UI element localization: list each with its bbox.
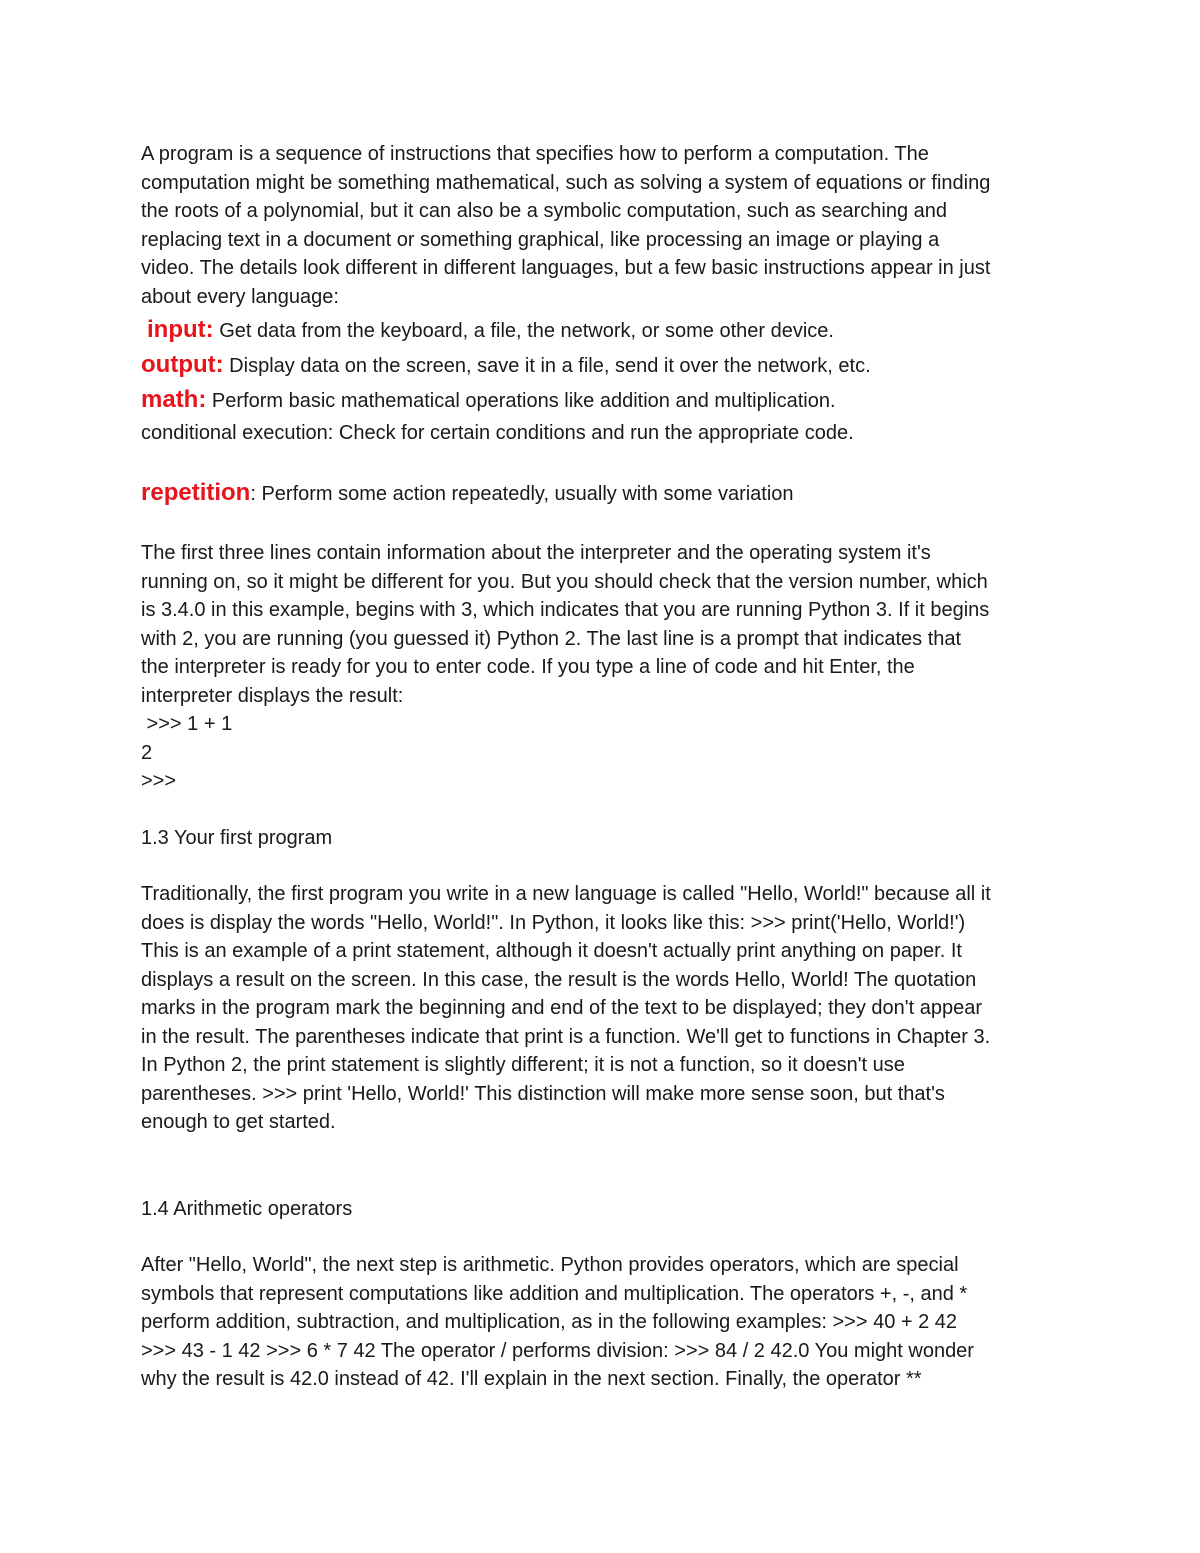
code-line: 2 <box>141 741 153 764</box>
text-line: computation might be something mathematical, such as solving a system of equations or finding <box>141 171 991 194</box>
text-line: displays a result on the screen. In this case, the result is the words Hello, World! The quotation <box>141 968 977 991</box>
spacer <box>141 511 1071 539</box>
text-line: perform addition, subtraction, and multiplication, as in the following examples: >>> 40 + 2 42 <box>141 1311 958 1333</box>
instruction-output-text: Display data on the screen, save it in a file, send it over the network, etc. <box>223 355 871 377</box>
document-page <box>141 140 1071 1394</box>
section-heading-1-4: 1.4 Arithmetic operators <box>141 1197 353 1220</box>
spacer <box>141 448 1071 476</box>
instruction-repetition <box>141 476 1071 511</box>
instruction-input <box>141 313 1071 348</box>
text-line: video. The details look different in different languages, but a few basic instructions appear in just <box>141 257 991 279</box>
spacer <box>141 852 1071 880</box>
section-1-3-paragraph <box>141 880 1071 1137</box>
instruction-list <box>141 313 1071 511</box>
text-line: in the result. The parentheses indicate that print is a function. We'll get to functions in Chapter 3. <box>141 1025 991 1048</box>
text-line: In Python 2, the print statement is slightly different; it is not a function, so it doesn't use <box>141 1054 905 1076</box>
instruction-input-text: Get data from the keyboard, a file, the network, or some other device. <box>213 320 834 342</box>
text-line: A program is a sequence of instructions that specifies how to perform a computation. The <box>141 143 929 165</box>
text-line: This is an example of a print statement, although it doesn't actually print anything on paper. It <box>141 940 962 962</box>
text-line: with 2, you are running (you guessed it) Python 2. The last line is a prompt that indicates that <box>141 627 962 650</box>
text-line: why the result is 42.0 instead of 42. I'll explain in the next section. Finally, the operator ** <box>141 1368 922 1390</box>
text-line: the interpreter is ready for you to enter code. If you type a line of code and hit Enter, the <box>141 656 915 678</box>
instruction-math <box>141 383 1071 418</box>
text-line: marks in the program mark the beginning and end of the text to be displayed; they don't appear <box>141 997 983 1019</box>
intro-paragraph <box>141 140 1071 311</box>
keyword-input: input: <box>147 316 214 343</box>
instruction-repetition-text: : Perform some action repeatedly, usually with some variation <box>250 483 794 505</box>
interpreter-paragraph <box>141 539 1071 796</box>
spacer <box>141 796 1071 824</box>
text-line: does is display the words "Hello, World!". In Python, it looks like this: >>> print('Hello, World!') <box>141 911 966 934</box>
code-line: >>> 1 + 1 <box>141 713 233 735</box>
text-line: >>> 43 - 1 42 >>> 6 * 7 42 The operator / performs division: >>> 84 / 2 42.0 You might wonder <box>141 1339 974 1362</box>
text-line: replacing text in a document or something graphical, like processing an image or playing a <box>141 228 940 251</box>
text-line: The first three lines contain information about the interpreter and the operating system it's <box>141 542 931 564</box>
text-line: is 3.4.0 in this example, begins with 3, which indicates that you are running Python 3. If it begins <box>141 599 990 621</box>
section-heading-1-3: 1.3 Your first program <box>141 826 333 849</box>
text-line: After "Hello, World", the next step is arithmetic. Python provides operators, which are special <box>141 1254 959 1276</box>
text-line: Traditionally, the first program you write in a new language is called "Hello, World!" because all it <box>141 883 991 905</box>
code-line: >>> <box>141 770 177 792</box>
keyword-math: math: <box>141 386 207 413</box>
instruction-math-text: Perform basic mathematical operations like addition and multiplication. <box>206 390 836 412</box>
text-line: interpreter displays the result: <box>141 684 404 707</box>
text-line: about every language: <box>141 285 339 308</box>
spacer <box>141 1137 1071 1195</box>
instruction-output <box>141 348 1071 383</box>
keyword-output: output: <box>141 351 224 378</box>
keyword-repetition: repetition <box>141 479 251 506</box>
text-line: enough to get started. <box>141 1111 336 1133</box>
text-line: running on, so it might be different for you. But you should check that the version number, which <box>141 570 988 593</box>
section-1-4-paragraph <box>141 1251 1071 1394</box>
instruction-conditional: conditional execution: Check for certain conditions and run the appropriate code. <box>141 422 854 444</box>
text-line: the roots of a polynomial, but it can also be a symbolic computation, such as searching and <box>141 200 948 222</box>
text-line: symbols that represent computations like addition and multiplication. The operators +, -, and * <box>141 1282 968 1305</box>
text-line: parentheses. >>> print 'Hello, World!' This distinction will make more sense soon, but that's <box>141 1082 945 1105</box>
spacer <box>141 1223 1071 1251</box>
